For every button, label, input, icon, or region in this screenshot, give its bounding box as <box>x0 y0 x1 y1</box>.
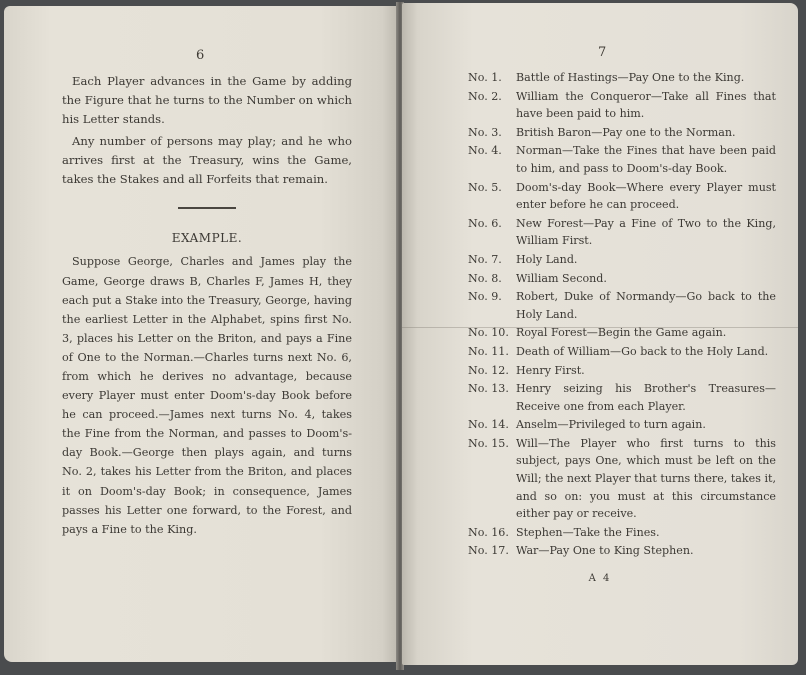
entry-text: Battle of Hastings—Pay One to the King. <box>516 71 745 84</box>
example-paragraph: Suppose George, Charles and James play the Game, George draws B, Charles F, James H, they each put a Stake into the Treasury, George, having the earliest Letter in the Alphabet, spins first No. 3, places his Letter on the Briton, and pays a Fine of One to the Norman.—Charles turns next No. 6, from which he derives no advantage, because every Player must enter Doom's-day Book before he can proceed.—James next turns No. 4, takes the Fine from the Norman, and passes to Doom's-day Book.—George then plays again, and turns No. 2, takes his Letter from the Briton, and places it on Doom's-day Book; in consequence, James passes his Letter one forward, to the Forest, and pays a Fine to the King. <box>62 255 352 536</box>
list-item <box>468 542 776 560</box>
entry-number: No. 8. <box>468 271 502 285</box>
list-item <box>468 524 776 542</box>
list-item <box>468 179 776 214</box>
entry-number: No. 7. <box>468 252 502 266</box>
entry-text: Doom's-day Book—Where every Player must enter before he can proceed. <box>516 180 776 212</box>
right-page-number: 7 <box>598 45 607 60</box>
entry-text: Holy Land. <box>516 252 578 266</box>
entry-text: William the Conqueror—Take all Fines that have been paid to him. <box>516 89 776 121</box>
list-item <box>468 69 776 87</box>
entry-number: No. 13. <box>468 382 509 396</box>
entry-number: No. 5. <box>468 180 502 194</box>
list-item <box>468 362 776 380</box>
list-item <box>468 270 776 288</box>
list-item <box>468 343 776 361</box>
entry-number: No. 15. <box>468 436 509 450</box>
left-page-number: 6 <box>196 48 205 63</box>
entry-text: Henry First. <box>516 363 585 377</box>
entry-number: No. 4. <box>468 144 502 158</box>
entry-number: No. 12. <box>468 363 509 377</box>
list-item <box>468 88 776 123</box>
entry-text: Will—The Player who first turns to this subject, pays One, which must be left on the Will; the next Player that turns there, takes it, and so on: you must at this circumstance either pay or receive. <box>516 436 776 521</box>
entry-number: No. 9. <box>468 290 502 304</box>
entry-text: Norman—Take the Fines that have been paid to him, and pass to Doom's-day Book. <box>516 144 776 175</box>
page-fold-crease <box>402 327 798 328</box>
entry-text: New Forest—Pay a Fine of Two to the King, William First. <box>516 216 776 248</box>
entry-text: Death of William—Go back to the Holy Land. <box>516 344 769 358</box>
entry-number: No. 11. <box>468 344 509 358</box>
entry-text: Anselm—Privileged to turn again. <box>516 418 706 432</box>
entry-number: No. 14. <box>468 418 509 432</box>
rules-paragraph: Each Player advances in the Game by adding the Figure that he turns to the Number on which his Letter stands. <box>62 74 352 127</box>
list-item <box>468 251 776 269</box>
entry-number: No. 2. <box>468 89 502 103</box>
entry-number: No. 6. <box>468 216 502 230</box>
left-page <box>4 6 398 662</box>
numbered-entries-list <box>468 69 776 561</box>
list-item <box>468 380 776 415</box>
list-item <box>468 416 776 434</box>
right-page <box>402 3 798 665</box>
entry-text: Stephen—Take the Fines. <box>516 525 660 539</box>
list-item <box>468 124 776 142</box>
entry-number: No. 10. <box>468 326 509 340</box>
entry-number: No. 16. <box>468 525 509 539</box>
entry-number: No. 1. <box>468 71 502 84</box>
list-item <box>468 142 776 177</box>
list-item <box>468 435 776 523</box>
entry-text: Henry seizing his Brother's Treasures—Receive one from each Player. <box>516 382 776 413</box>
list-item <box>468 288 776 323</box>
entry-text: War—Pay One to King Stephen. <box>516 544 694 558</box>
entry-text: Robert, Duke of Normandy—Go back to the Holy Land. <box>516 290 776 321</box>
section-divider <box>178 207 236 209</box>
entry-text: British Baron—Pay one to the Norman. <box>516 125 736 139</box>
rules-paragraph: Any number of persons may play; and he who arrives first at the Treasury, wins the Game, takes the Stakes and all Forfeits that remain. <box>62 133 352 187</box>
list-item <box>468 215 776 250</box>
entry-number: No. 17. <box>468 544 509 558</box>
signature-mark: A 4 <box>588 573 612 584</box>
entry-number: No. 3. <box>468 125 502 139</box>
example-heading: EXAMPLE. <box>171 231 243 246</box>
left-page-text <box>62 72 352 539</box>
entry-text: Royal Forest—Begin the Game again. <box>516 326 727 340</box>
entry-text: William Second. <box>516 271 607 285</box>
